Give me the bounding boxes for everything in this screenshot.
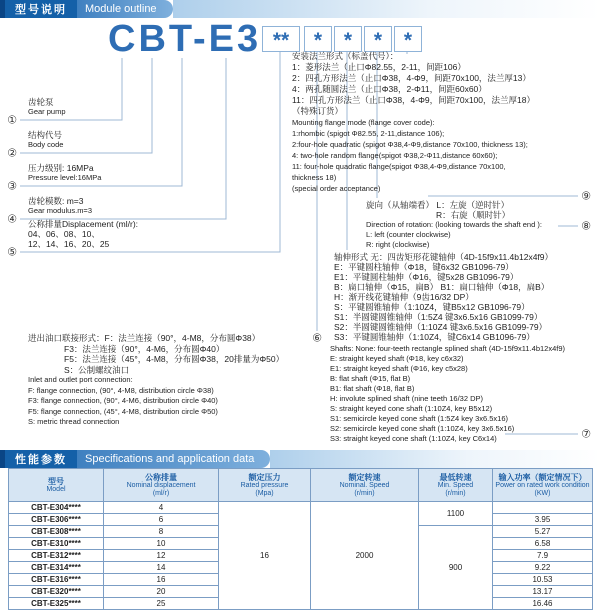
power-cell: 6.58 [493, 538, 593, 550]
callout-text: 压力级别: 16MPa [28, 163, 94, 173]
callout-text: Gear modulus.m=3 [28, 206, 92, 215]
callout-text: 4: two-hole random flange(spigot Φ38,2-Φ11,distance 60x60); [292, 151, 498, 160]
min-speed-cell: 1100 [419, 502, 493, 526]
bar-gradient-tail [173, 0, 600, 18]
callout-number-9: ⑨ [581, 189, 591, 203]
bar-gradient-tail [270, 450, 600, 468]
displacement-cell: 14 [104, 562, 219, 574]
header-text: Power on rated work condition [495, 481, 590, 489]
col-header-power [493, 469, 593, 502]
callout-text: B1: flat shaft (Φ18, flat B) [330, 384, 415, 393]
model-code-box-flange: * [394, 26, 422, 52]
callout-text: S：公制螺纹油口 [64, 364, 130, 375]
displacement-cell: 25 [104, 598, 219, 610]
displacement-cell: 16 [104, 574, 219, 586]
callout-text: 轴伸形式 无：四齿矩形花键轴伸（4D-15f9x11.4b12x4f9） [334, 252, 554, 262]
power-cell: 9.22 [493, 562, 593, 574]
callout-text: L: left (counter clockwise) [366, 230, 451, 239]
callout-number-7: ⑦ [581, 427, 591, 441]
power-cell: 5.27 [493, 526, 593, 538]
callout-text: 安装法兰形式（标盖代号）： [292, 51, 399, 61]
model-cell: CBT-E310**** [9, 538, 104, 550]
model-code-box-shaft: * [334, 26, 362, 52]
callout-text: 齿轮泵 [28, 97, 54, 107]
callout-text: E1：平键圆柱轴伸（Φ16，键5x28 GB1096-79） [334, 272, 519, 282]
header-unit: (r/min) [445, 489, 466, 497]
displacement-cell: 6 [104, 514, 219, 526]
callout-text: Body code [28, 140, 64, 149]
callout-text: Mounting flange mode (flange cover code): [292, 118, 435, 127]
header-text: Rated pressure [240, 481, 289, 489]
callout-text: R：右旋（顺时针） [436, 210, 511, 220]
callout-displacement [28, 219, 138, 249]
header-text: Nominal. Speed [339, 481, 390, 489]
callout-text: S3：平键圆锥轴伸（1:10Z4，键C6x14 GB1096-79） [334, 332, 535, 342]
callout-number-5: ⑤ [7, 245, 17, 259]
model-cell: CBT-E325**** [9, 598, 104, 610]
callout-text: S: straight keyed cone shaft (1:10Z4, key B5x12) [330, 404, 493, 413]
callout-text: Gear pump [28, 107, 66, 116]
callout-text: F3：法兰连接（90°，4-M6，分布圆Φ40） [64, 343, 225, 354]
nominal-speed-cell: 2000 [311, 502, 419, 610]
callout-text: 11: four-hole quadratic flange(spigot Φ38,4-Φ9,distance 70x100, [292, 162, 506, 171]
model-cell: CBT-E314**** [9, 562, 104, 574]
model-code-box-rotation: * [364, 26, 392, 52]
callout-text: 公称排量Displacement (ml/r): [28, 219, 139, 229]
callout-text: B: flat shaft (Φ15, flat B) [330, 374, 411, 383]
callout-number-8: ⑧ [581, 219, 591, 233]
model-code-box-displacement: ** [262, 26, 300, 52]
callout-text: thickness 18) [292, 173, 337, 182]
callout-text: 2:four-hole quadratic (spigot Φ38,4-Φ9,distance 70x100, thickness 13); [292, 140, 528, 149]
callout-text: 2：四孔方形法兰（止口Φ38，4-Φ9，间距70x100，法兰厚13） [292, 73, 531, 83]
callout-text: 4：两孔随圆法兰（止口Φ38，2-Φ11，间距60x60） [292, 84, 487, 94]
callout-number-4: ④ [7, 212, 17, 226]
callout-rotation [366, 200, 542, 250]
callout-text: S3: straight keyed cone shaft (1:10Z4, key C6x14) [330, 434, 497, 443]
displacement-cell: 12 [104, 550, 219, 562]
section-header-specifications [0, 450, 600, 468]
callout-text: S: metric thread connection [28, 417, 120, 426]
callout-text: S：平键圆锥轴伸（1:10Z4，键B5x12 GB1096-79） [334, 302, 530, 312]
callout-text: 1:rhombic (spigot Φ82.55, 2-11,distance 106); [292, 129, 445, 138]
callout-text: 进出油口联接形式：F：法兰连接（90°，4-M8，分布圆Φ38） [28, 333, 261, 343]
section1-title-zh: 型号说明 [5, 0, 77, 18]
header-text: 型号 [48, 476, 64, 486]
callout-text: 结构代号 [28, 130, 63, 140]
callout-text: F3: flange connection, (90°, 4-M6, distribution circle Φ40) [28, 396, 218, 405]
section1-title-en: Module outline [77, 0, 173, 18]
callout-text: F5：法兰连接（45°，4-M8，分布圆Φ38，20排量为Φ50） [64, 354, 285, 364]
callout-text: 04、06、08、10、 [28, 229, 100, 239]
callout-number-2: ② [7, 146, 17, 160]
col-header-rated-pressure [219, 469, 311, 502]
section-header-module-outline [0, 0, 600, 18]
rated-pressure-cell: 16 [219, 502, 311, 610]
callout-number-6: ⑥ [312, 331, 322, 345]
callout-gear-pump [28, 97, 66, 117]
callout-text: Shafts: None: four-teeth rectangle splined shaft (4D-15f9x11.4b12x4f9) [330, 344, 566, 353]
callout-port-connection [28, 333, 284, 428]
model-cell: CBT-E312**** [9, 550, 104, 562]
header-unit: (KW) [534, 489, 551, 497]
callout-text: S2：半圆键圆锥轴伸（1:10Z4 键3x6.5x16 GB1099-79） [334, 322, 548, 332]
callout-text: 1：菱形法兰（止口Φ82.55，2-11，间距106） [292, 62, 466, 72]
callout-body-code [28, 130, 63, 150]
model-cell: CBT-E304**** [9, 502, 104, 514]
callout-text: Pressure level:16MPa [28, 173, 102, 182]
header-text: 额定转速 [348, 472, 381, 482]
header-text: Min. Speed [437, 481, 474, 489]
section2-title-en: Specifications and application data [77, 450, 270, 468]
callout-text: H: involute splined shaft (nine teeth 16/32 DP) [330, 394, 484, 403]
header-text: 公称排量 [145, 472, 177, 482]
header-text: Nominal displacement [126, 481, 196, 489]
displacement-cell: 8 [104, 526, 219, 538]
displacement-cell: 4 [104, 502, 219, 514]
callout-gear-modulus [28, 196, 92, 216]
callout-text: H：渐开线花键轴伸（9齿16/32 DP） [334, 292, 474, 302]
spec-table-header-row [9, 469, 593, 502]
callout-text: R: right (clockwise) [366, 240, 430, 249]
callout-text: E：平键圆柱轴伸（Φ18，键6x32 GB1096-79） [334, 262, 514, 272]
min-speed-cell: 900 [419, 526, 493, 610]
model-cell: CBT-E320**** [9, 586, 104, 598]
callout-shafts-zh [334, 252, 553, 342]
callout-text: 旋向（从轴端看） L：左旋（逆时针） [366, 200, 510, 210]
header-unit: (Mpa) [255, 489, 274, 497]
callout-text: S2: semicircle keyed cone shaft (1:10Z4, key 3x6.5x16) [330, 424, 515, 433]
callout-text: 12、14、16、20、25 [28, 239, 110, 249]
col-header-model [9, 469, 104, 502]
callout-shafts-en [330, 344, 565, 444]
header-text: 最低转速 [439, 472, 472, 482]
header-unit: (r/min) [354, 489, 375, 497]
displacement-cell: 20 [104, 586, 219, 598]
callout-text: E1: straight keyed shaft (Φ16, key c5x28) [330, 364, 468, 373]
callout-text: F: flange connection, (90°, 4-M8, distribution circle Φ38) [28, 385, 214, 395]
callout-text: Inlet and outlet port connection: [28, 375, 133, 384]
header-text: Model [46, 485, 66, 493]
power-cell: 13.17 [493, 586, 593, 598]
power-cell: 10.53 [493, 574, 593, 586]
section2-title-zh: 性能参数 [5, 450, 77, 468]
callout-text: B：扁口轴伸（Φ15，扁B） B1：扁口轴伸（Φ18，扁B） [334, 282, 550, 292]
header-text: 输入功率（额定情况下） [498, 472, 587, 482]
callout-text: 11：四孔方形法兰（止口Φ38，4-Φ9，间距70x100，法兰厚18） [292, 95, 535, 105]
callout-text: S1：半圆键圆锥轴伸（1:5Z4 键3x6.5x16 GB1099-79） [334, 312, 543, 322]
callout-text: S1: semicircle keyed cone shaft (1:5Z4 key 3x6.5x16) [330, 414, 509, 423]
model-code-box-port: * [304, 26, 332, 52]
model-cell: CBT-E308**** [9, 526, 104, 538]
callout-mounting-flange [292, 51, 535, 194]
callout-text: F5: flange connection, (45°, 4-M8, distribution circle Φ50) [28, 406, 218, 416]
callout-number-3: ③ [7, 179, 17, 193]
col-header-min-speed [419, 469, 493, 502]
model-cell: CBT-E306**** [9, 514, 104, 526]
col-header-displacement [104, 469, 219, 502]
callout-text: 齿轮模数: m=3 [28, 196, 84, 206]
header-text: 额定压力 [248, 472, 281, 482]
callout-text: E: straight keyed shaft (Φ18, key c6x32) [330, 354, 464, 363]
power-cell [493, 502, 593, 514]
power-cell: 3.95 [493, 514, 593, 526]
spec-table [8, 468, 593, 610]
callout-pressure-level [28, 163, 101, 183]
header-unit: (ml/r) [152, 489, 170, 497]
callout-text: Direction of rotation: (looking towards the shaft end ): [366, 220, 542, 229]
callout-text: （特殊订货） [292, 106, 344, 116]
callout-number-1: ① [7, 113, 17, 127]
table-row [9, 502, 593, 514]
col-header-nominal-speed [311, 469, 419, 502]
model-cell: CBT-E316**** [9, 574, 104, 586]
displacement-cell: 10 [104, 538, 219, 550]
power-cell: 7.9 [493, 550, 593, 562]
power-cell: 16.46 [493, 598, 593, 610]
model-code-prefix: CBT-E3 [108, 18, 262, 60]
callout-text: (special order acceptance) [292, 184, 381, 193]
